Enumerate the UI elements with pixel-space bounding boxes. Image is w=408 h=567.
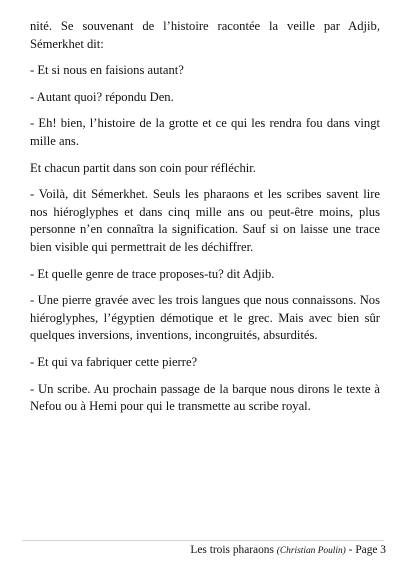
- footer-book-title: Les trois pharaons: [190, 544, 274, 556]
- paragraph: - Un scribe. Au prochain passage de la barque nous dirons le texte à Nefou ou à Hemi pour qui le transmette au scribe royal.: [30, 381, 380, 414]
- paragraph: nité. Se souvenant de l’histoire racontée la veille par Adjib, Sémerkhet dit:: [30, 19, 380, 51]
- paragraph: - Voilà, dit Sémerkhet. Seuls les pharaons et les scribes savent lire nos hiéroglyphes et dans cinq mille ans ou peut-être moins, plus personne n’en connaîtra la signification. Sauf si on laisse une trace bien visible qui permettrait de les déchiffrer.: [30, 187, 380, 254]
- page-body: [30, 18, 380, 425]
- paragraph: - Autant quoi? répondu Den.: [30, 89, 174, 104]
- paragraph: - Eh! bien, l’histoire de la grotte et ce qui les rendra fou dans vingt mille ans.: [30, 116, 380, 148]
- footer-author: (Christian Poulin): [276, 546, 346, 556]
- paragraph: - Une pierre gravée avec les trois langues que nous connaissons. Nos hiéroglyphes, l’égyptien démotique et le grec. Mais avec bien sûr quelques inversions, inventions, incongruités, absurdités.: [30, 293, 380, 343]
- paragraph: Et chacun partit dans son coin pour réfléchir.: [30, 160, 256, 175]
- footer-page-number: - Page 3: [348, 544, 386, 556]
- paragraph: - Et qui va fabriquer cette pierre?: [30, 354, 198, 369]
- footer-divider: [22, 540, 384, 541]
- page-footer: [190, 544, 386, 556]
- paragraph: - Et si nous en faisions autant?: [30, 63, 184, 78]
- paragraph: - Et quelle genre de trace proposes-tu? dit Adjib.: [30, 266, 275, 281]
